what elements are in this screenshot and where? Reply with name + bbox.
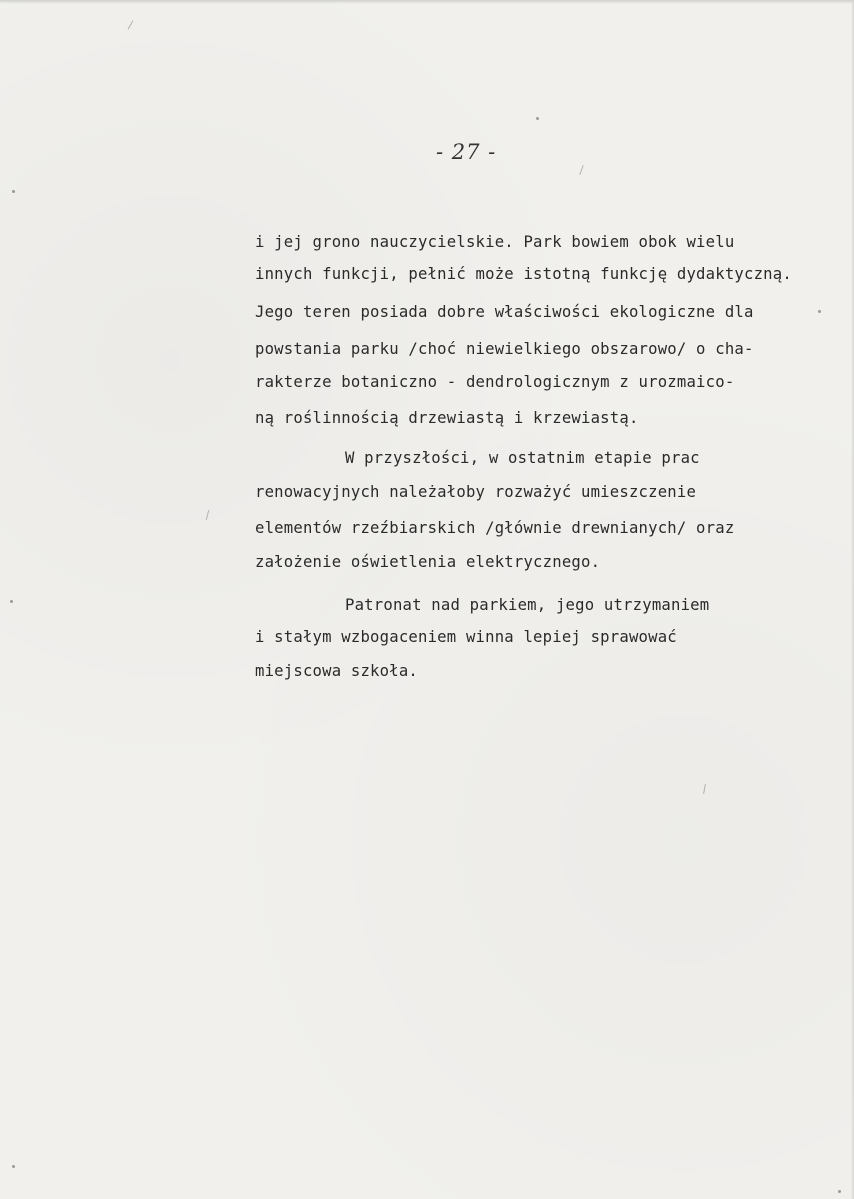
scan-speck [12,1165,15,1168]
page-top-edge [0,0,854,4]
text-line-12: i stałym wzbogaceniem winna lepiej sprawować [255,628,677,646]
scan-mark [128,20,134,29]
scan-speck [12,190,15,193]
text-line-1: i jej grono nauczycielskie. Park bowiem obok wielu [255,233,735,251]
text-line-11: Patronat nad parkiem, jego utrzymaniem [345,596,710,614]
text-line-9: elementów rzeźbiarskich /głównie drewnianych/ oraz [255,519,735,537]
text-line-8: renowacyjnych należałoby rozważyć umieszczenie [255,483,697,501]
text-line-10: założenie oświetlenia elektrycznego. [255,553,601,571]
scan-speck [838,1190,841,1193]
scan-mark [703,784,706,794]
text-line-6: ną roślinnością drzewiastą i krzewiastą. [255,409,639,427]
text-line-4: powstania parku /choć niewielkiego obszarowo/ o cha- [255,340,754,358]
scan-speck [536,117,539,120]
scan-speck [818,310,821,313]
scan-mark [206,510,210,520]
scan-mark [579,165,583,175]
text-line-13: miejscowa szkoła. [255,662,418,680]
page-number: - 27 - [436,140,497,164]
scan-speck [10,600,13,603]
text-line-2: innych funkcji, pełnić może istotną funkcję dydaktyczną. [255,265,792,283]
text-line-7: W przyszłości, w ostatnim etapie prac [345,449,700,467]
text-line-3: Jego teren posiada dobre właściwości ekologiczne dla [255,303,754,321]
text-line-5: rakterze botaniczno - dendrologicznym z urozmaico- [255,373,735,391]
